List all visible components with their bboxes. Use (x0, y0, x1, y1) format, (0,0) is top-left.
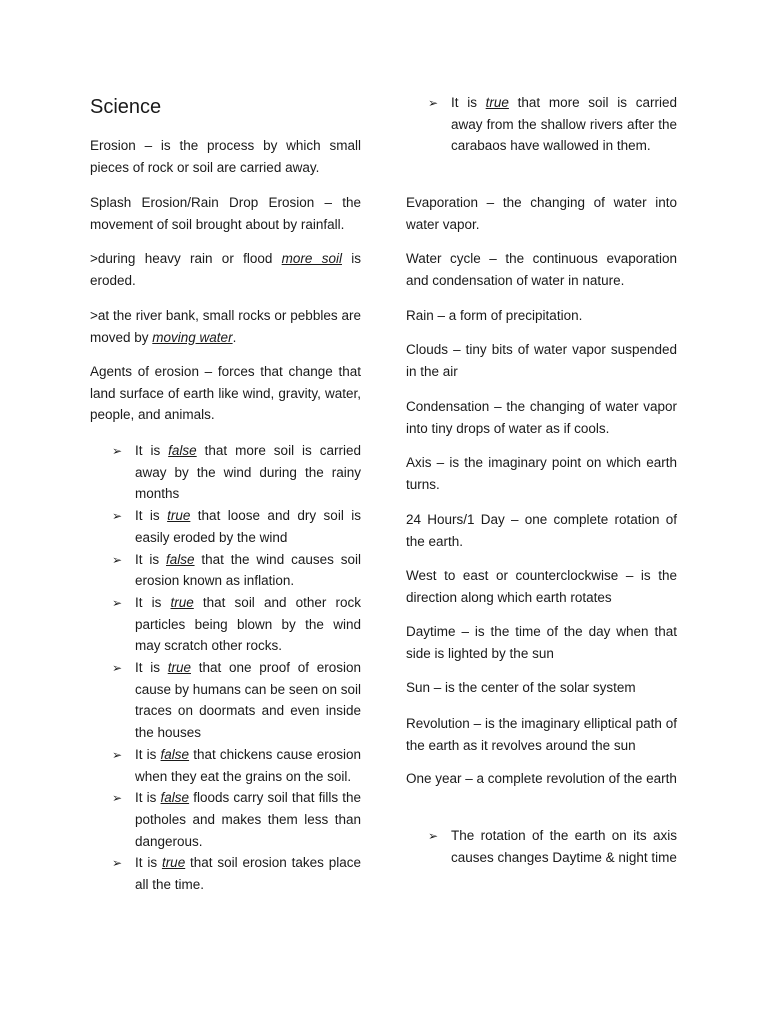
emphasis-text: false (160, 790, 190, 806)
emphasis-text: true (167, 660, 191, 676)
definition-paragraph: Condensation – the changing of water vapor into tiny drops of water as if cools. (406, 399, 677, 436)
list-item (90, 592, 361, 657)
emphasis-text: true (161, 855, 186, 871)
definition-paragraph: One year – a complete revolution of the earth (406, 771, 677, 786)
fact-text: It is (135, 508, 168, 524)
arrow-bullet-icon: ➢ (428, 829, 439, 843)
carabao-fact-list (406, 92, 677, 157)
emphasis-text: true (167, 508, 191, 524)
note-text: >during heavy rain or flood (90, 251, 282, 266)
heavy-rain-note (90, 248, 361, 291)
arrow-bullet-icon: ➢ (112, 856, 123, 871)
definition-paragraph: Revolution – is the imaginary elliptical path of the earth as it revolves around the sun (406, 716, 677, 753)
list-item (406, 825, 677, 868)
fact-text: that soil and other rock particles being blown by the wind may scratch other rocks. (135, 594, 361, 654)
note-text: . (232, 329, 237, 345)
fact-text: It is (135, 594, 171, 610)
list-item (406, 92, 677, 157)
emphasis-text: moving water (152, 329, 233, 345)
river-bank-note (90, 305, 361, 348)
fact-text: It is (135, 790, 161, 806)
fact-text: that chickens cause erosion when they eat the grains on the soil. (135, 746, 361, 784)
arrow-bullet-icon: ➢ (112, 661, 123, 676)
fact-text: It is (135, 746, 161, 762)
list-item (90, 852, 361, 895)
emphasis-text: false (166, 551, 195, 567)
agents-of-erosion-definition: Agents of erosion – forces that change that land surface of earth like wind, gravity, water, people, and animals. (90, 364, 361, 423)
list-item (90, 440, 361, 505)
fact-text: floods carry soil that fills the potholes and makes them less than dangerous. (135, 790, 361, 849)
arrow-bullet-icon: ➢ (112, 595, 123, 610)
definition-paragraph: Axis – is the imaginary point on which earth turns. (406, 455, 677, 492)
definition-paragraph: Evaporation – the changing of water into water vapor. (406, 195, 677, 232)
fact-text: that soil erosion takes place all the time. (135, 855, 361, 893)
fact-text: The rotation of the earth on its axis causes changes Daytime & night time (451, 828, 677, 865)
note-text: >at the river bank, small rocks or pebbles are moved by (90, 308, 361, 345)
emphasis-text: more soil (281, 251, 342, 266)
definition-paragraph: Sun – is the center of the solar system (406, 680, 636, 695)
emphasis-text: true (170, 594, 194, 610)
arrow-bullet-icon: ➢ (112, 444, 123, 458)
fact-text: It is (135, 660, 168, 676)
list-item (90, 549, 361, 592)
list-item (90, 787, 361, 852)
fact-text: It is (135, 551, 166, 567)
arrow-bullet-icon: ➢ (112, 791, 123, 806)
splash-erosion-definition: Splash Erosion/Rain Drop Erosion – the movement of soil brought about by rainfall. (90, 195, 361, 232)
fact-text: It is (135, 443, 169, 458)
erosion-facts-list (90, 440, 361, 896)
list-item (90, 744, 361, 787)
definition-paragraph: Clouds – tiny bits of water vapor suspended in the air (406, 342, 677, 379)
definition-paragraph: Rain – a form of precipitation. (406, 308, 583, 323)
list-item (90, 505, 361, 548)
fact-text: that one proof of erosion cause by humans can be seen on soil traces on doormats and even inside the houses (135, 660, 361, 741)
arrow-bullet-icon: ➢ (112, 747, 123, 762)
fact-text: that more soil is carried away by the wind during the rainy months (135, 443, 361, 502)
arrow-bullet-icon: ➢ (112, 509, 123, 524)
fact-text: It is (135, 855, 162, 871)
definition-paragraph: West to east or counterclockwise – is the direction along which earth rotates (406, 568, 677, 605)
rotation-fact-list (406, 825, 677, 868)
erosion-definition: Erosion – is the process by which small pieces of rock or soil are carried away. (90, 138, 361, 175)
fact-text: that more soil is carried away from the shallow rivers after the carabaos have wallowed in them. (451, 95, 677, 154)
arrow-bullet-icon: ➢ (428, 96, 439, 110)
fact-text: that the wind causes soil erosion known as inflation. (135, 551, 361, 589)
emphasis-text: false (160, 746, 190, 762)
fact-text: that loose and dry soil is easily eroded by the wind (135, 508, 361, 545)
emphasis-text: false (168, 443, 197, 458)
definition-paragraph: Water cycle – the continuous evaporation and condensation of water in nature. (406, 251, 677, 288)
definition-paragraph: 24 Hours/1 Day – one complete rotation of the earth. (406, 512, 677, 549)
definition-paragraph: Daytime – is the time of the day when that side is lighted by the sun (406, 624, 677, 661)
arrow-bullet-icon: ➢ (112, 552, 123, 567)
fact-text: It is (451, 95, 486, 110)
list-item (90, 657, 361, 744)
page-title: Science (90, 96, 162, 118)
note-text: is eroded. (90, 251, 362, 288)
emphasis-text: true (485, 95, 509, 110)
